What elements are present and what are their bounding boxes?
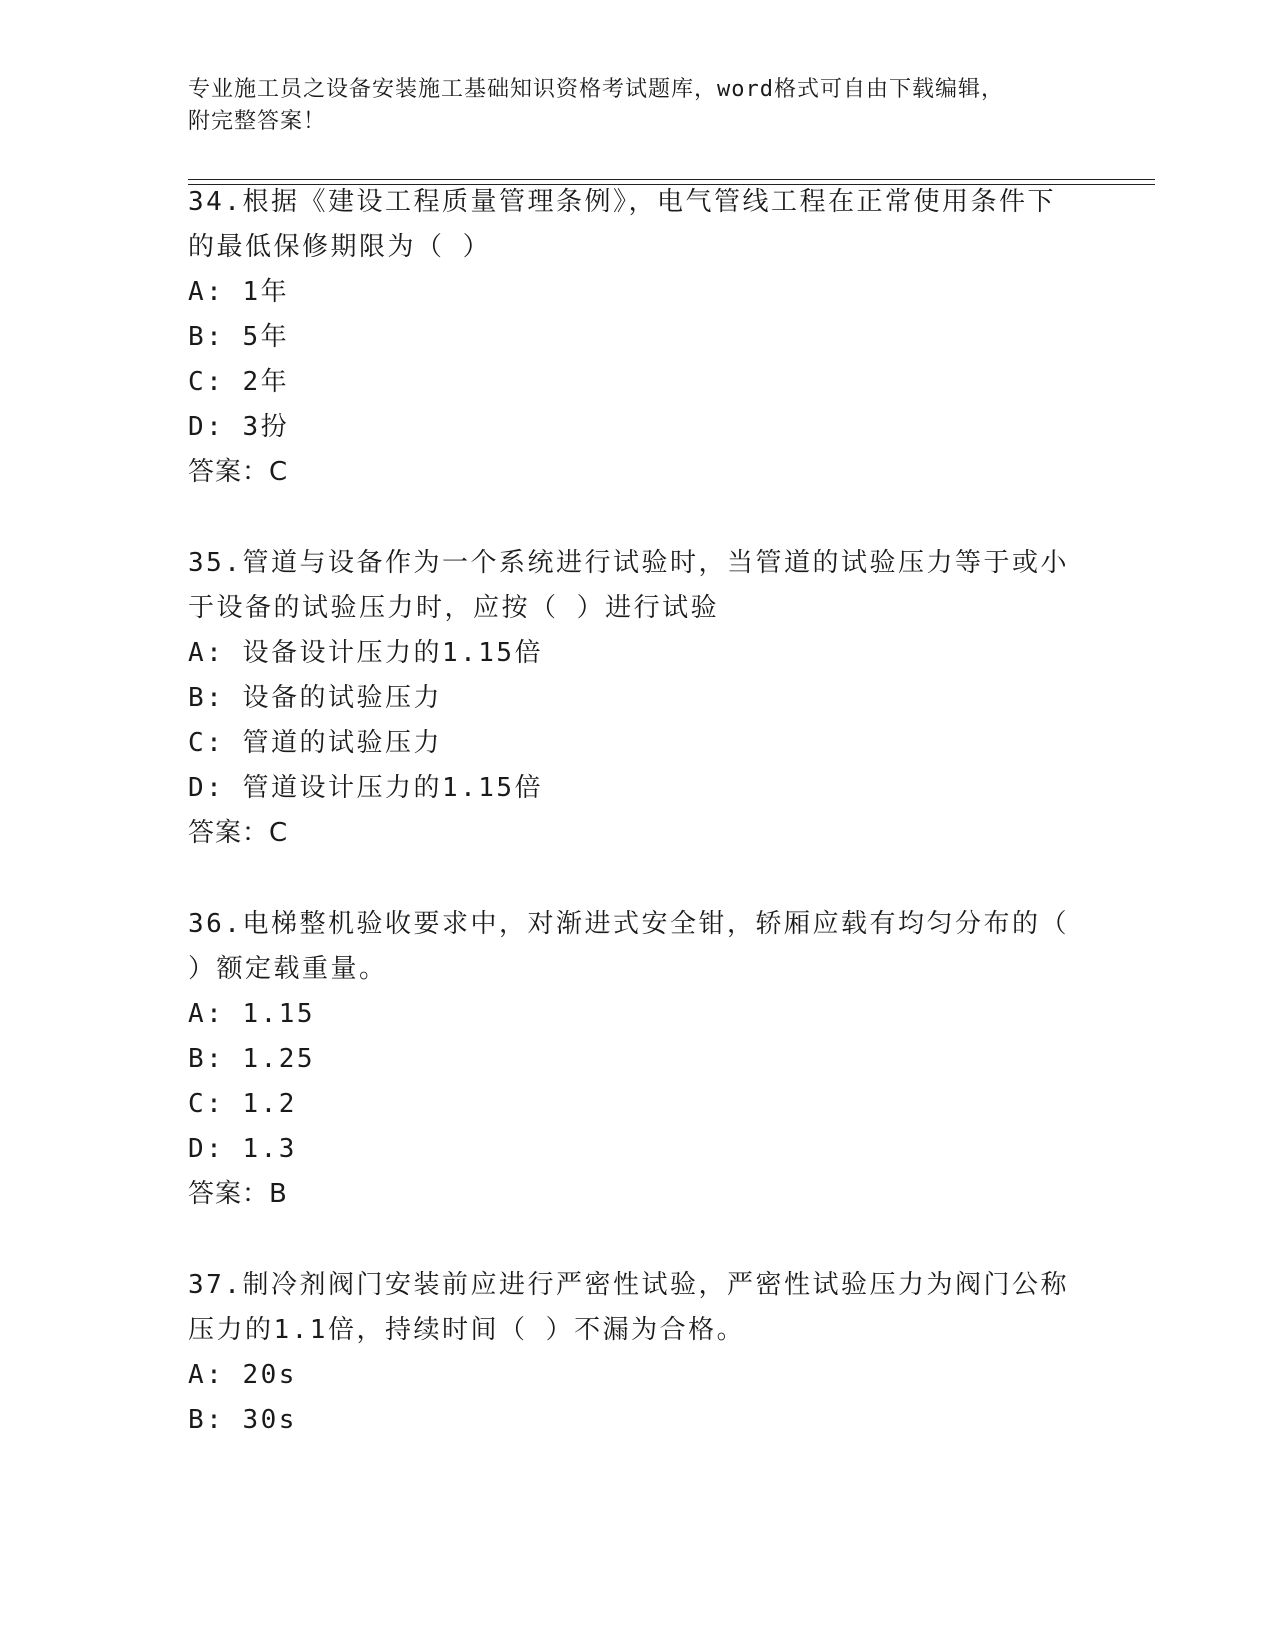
option-a: A: 1.15 <box>188 999 316 1029</box>
question-stem-line-1: 35.管道与设备作为一个系统进行试验时，当管道的试验压力等于或小 <box>188 548 1069 578</box>
question-34 <box>188 180 1088 495</box>
option-a: A: 1年 <box>188 277 290 307</box>
option-b: B: 设备的试验压力 <box>188 683 442 713</box>
question-37 <box>188 1263 1088 1443</box>
option-d: D: 管道设计压力的1.15倍 <box>188 773 544 803</box>
answer: 答案：C <box>188 818 289 848</box>
question-stem-line-2: 的最低保修期限为（ ） <box>188 232 492 262</box>
question-stem-line-2: 于设备的试验压力时，应按（ ）进行试验 <box>188 593 720 623</box>
header-line-2: 附完整答案！ <box>188 109 327 134</box>
question-35 <box>188 541 1088 856</box>
option-c: C: 2年 <box>188 367 290 397</box>
question-stem-line-1: 37.制冷剂阀门安装前应进行严密性试验，严密性试验压力为阀门公称 <box>188 1270 1069 1300</box>
question-stem-line-2: 压力的1.1倍，持续时间（ ）不漏为合格。 <box>188 1315 746 1345</box>
answer: 答案：C <box>188 457 289 487</box>
option-b: B: 30s <box>188 1405 297 1435</box>
option-d: D: 1.3 <box>188 1134 297 1164</box>
option-c: C: 管道的试验压力 <box>188 728 442 758</box>
document-header <box>188 74 1088 138</box>
option-a: A: 20s <box>188 1360 297 1390</box>
option-d: D: 3扮 <box>188 412 290 442</box>
question-stem-line-1: 34.根据《建设工程质量管理条例》，电气管线工程在正常使用条件下 <box>188 187 1056 217</box>
question-stem-line-2: ）额定载重量。 <box>188 954 388 984</box>
header-line-1: 专业施工员之设备安装施工基础知识资格考试题库，word格式可自由下载编辑， <box>188 77 1004 102</box>
question-stem-line-1: 36.电梯整机验收要求中，对渐进式安全钳，轿厢应载有均匀分布的（ <box>188 909 1069 939</box>
option-b: B: 1.25 <box>188 1044 316 1074</box>
answer: 答案：B <box>188 1179 288 1209</box>
question-36 <box>188 902 1088 1217</box>
option-a: A: 设备设计压力的1.15倍 <box>188 638 544 668</box>
option-c: C: 1.2 <box>188 1089 297 1119</box>
option-b: B: 5年 <box>188 322 290 352</box>
